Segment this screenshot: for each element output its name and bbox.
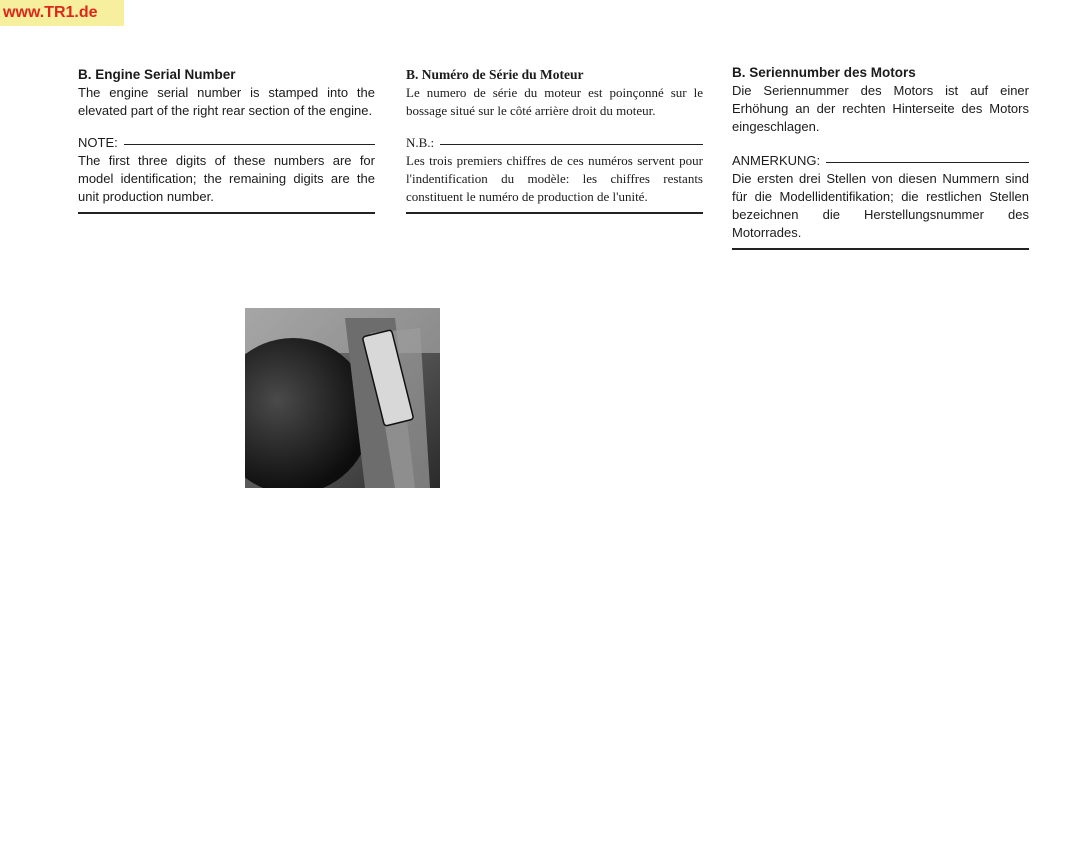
serial-heading-de: B. Seriennumber des Motors (732, 65, 916, 80)
note-header-de (732, 152, 1029, 170)
note-label-en: NOTE: (78, 135, 118, 150)
note-rule-fr (440, 144, 703, 145)
serial-section-de (732, 64, 1029, 250)
site-watermark[interactable]: www.TR1.de (0, 0, 124, 26)
note-header-fr (406, 134, 703, 152)
note-rule-en (124, 144, 375, 145)
note-label-fr: N.B.: (406, 135, 435, 150)
frame-serial-photo (245, 308, 440, 488)
note-end-rule-fr (406, 212, 703, 214)
serial-body-de: Die Seriennummer des Motors ist auf einer Erhöhung an der rechten Hinterseite des Motors eingeschlagen. (732, 83, 1029, 134)
serial-body-en: The engine serial number is stamped into the elevated part of the right rear section of the engine. (78, 85, 375, 118)
serial-section-en (78, 66, 375, 214)
note-end-rule-de (732, 248, 1029, 250)
serial-body-fr: Le numero de série du moteur est poinçonné sur le bossage situé sur le côté arrière droit du moteur. (406, 85, 703, 118)
note-rule-de (826, 162, 1029, 163)
note-header-en (78, 134, 375, 152)
frame-photo-illustration (245, 308, 440, 488)
note-body-en: The first three digits of these numbers are for model identification; the remaining digits are the unit production number. (78, 153, 375, 204)
note-body-de: Die ersten drei Stellen von diesen Nummern sind für die Modellidentifikation; die restlichen Stellen bezeichnen die Herstellungsnummer des Motorrades. (732, 171, 1029, 240)
serial-heading-fr: B. Numéro de Série du Moteur (406, 67, 584, 82)
serial-section-fr (406, 66, 703, 214)
note-end-rule-en (78, 212, 375, 214)
note-body-fr: Les trois premiers chiffres de ces numéros servent pour l'indentification du modèle: les chiffres restants constituent le numéro de production de l'unité. (406, 153, 703, 204)
serial-heading-en: B. Engine Serial Number (78, 67, 236, 82)
note-label-de: ANMERKUNG: (732, 153, 821, 168)
